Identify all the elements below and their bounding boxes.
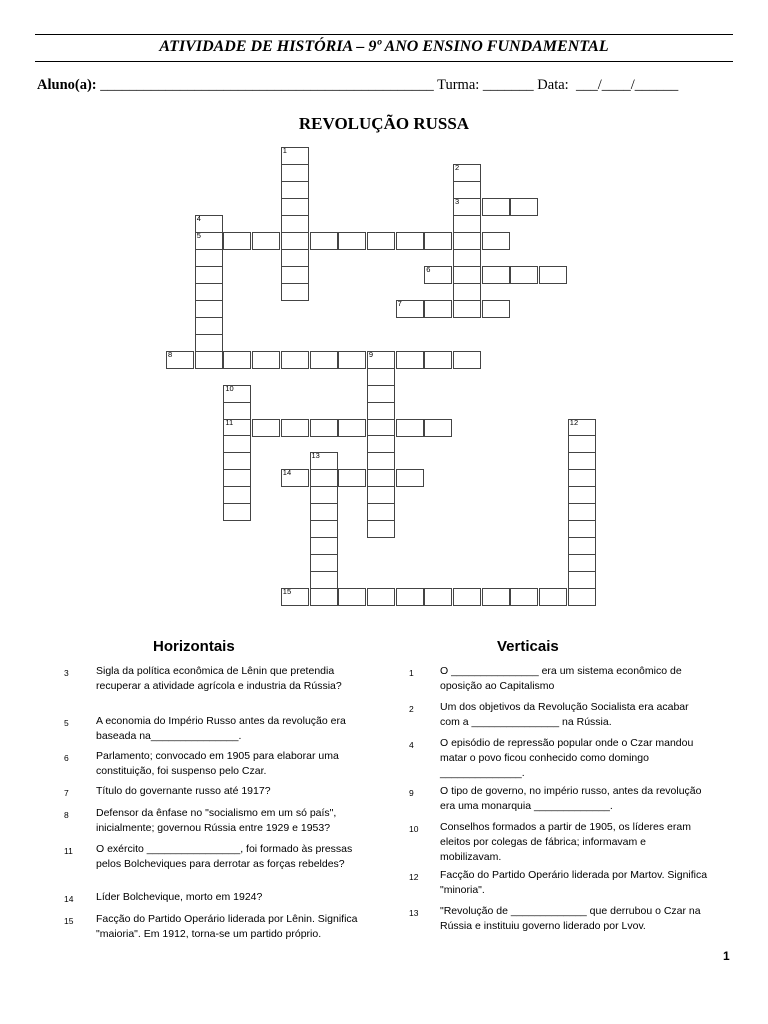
crossword-cell[interactable]	[367, 385, 395, 403]
crossword-cell[interactable]	[281, 588, 309, 606]
class-label: Turma:	[437, 77, 480, 93]
crossword-cell[interactable]	[223, 486, 251, 504]
crossword-cell[interactable]	[510, 198, 538, 216]
clue-number: 12	[409, 872, 419, 882]
crossword-cell[interactable]	[310, 452, 338, 470]
crossword-cell[interactable]	[281, 198, 309, 216]
crossword-cell[interactable]	[367, 486, 395, 504]
crossword-cell[interactable]	[568, 435, 596, 453]
clue-text: O exército ________________, foi formado às pressas pelos Bolcheviques para derrotar as forças rebeldes?	[96, 843, 353, 870]
crossword-cell[interactable]	[223, 232, 251, 250]
crossword-cell[interactable]	[281, 351, 309, 369]
clue-text: Líder Bolchevique, morto em 1924?	[96, 891, 263, 903]
crossword-cell[interactable]	[367, 452, 395, 470]
crossword-cell[interactable]	[453, 164, 481, 182]
crossword-cell[interactable]	[338, 419, 366, 437]
crossword-cell[interactable]	[482, 266, 510, 284]
clue-number: 14	[64, 894, 74, 904]
crossword-cell[interactable]	[195, 283, 223, 301]
crossword-cell[interactable]	[195, 317, 223, 335]
crossword-cell[interactable]	[453, 266, 481, 284]
crossword-cell[interactable]	[367, 402, 395, 420]
clue-number-label: 1	[282, 146, 287, 155]
crossword-cell[interactable]	[281, 469, 309, 487]
date-label: Data:	[537, 77, 569, 93]
crossword-cell[interactable]	[396, 469, 424, 487]
clue-text: Conselhos formados a partir de 1905, os líderes eram eleitos por colegas de fábrica; informavam e mobilizavam.	[440, 821, 691, 863]
crossword-cell[interactable]	[539, 588, 567, 606]
crossword-cell[interactable]	[223, 385, 251, 403]
crossword-cell[interactable]	[510, 266, 538, 284]
crossword-cell[interactable]	[453, 351, 481, 369]
clue-number: 2	[409, 704, 414, 714]
clue-number: 8	[64, 810, 69, 820]
crossword-cell[interactable]	[281, 283, 309, 301]
crossword-cell[interactable]	[453, 232, 481, 250]
clue-text: Título do governante russo até 1917?	[96, 785, 271, 797]
crossword-cell[interactable]	[424, 419, 452, 437]
clue-number-label: 2	[455, 162, 460, 172]
crossword-cell[interactable]	[367, 351, 395, 369]
clue-number: 1	[409, 668, 414, 678]
crossword-cell[interactable]	[568, 588, 596, 606]
crossword-cell[interactable]	[568, 520, 596, 538]
crossword-cell[interactable]	[166, 351, 194, 369]
clue-number-label: 14	[282, 468, 292, 478]
crossword-cell[interactable]	[195, 300, 223, 318]
crossword-cell[interactable]	[568, 419, 596, 437]
horizontal-heading: Horizontais	[153, 638, 235, 655]
clue-text: Facção do Partido Operário liderada por Martov. Significa "minoria".	[440, 869, 708, 896]
crossword-cell[interactable]	[338, 588, 366, 606]
crossword-cell[interactable]	[223, 503, 251, 521]
clue-text: Sigla da política econômica de Lênin que pretendia recuperar a atividade agrícola e industria da Rússia?	[96, 665, 342, 692]
crossword-cell[interactable]	[396, 419, 424, 437]
crossword-cell[interactable]	[252, 351, 280, 369]
clue-text: O _______________ era um sistema econômico de oposição ao Capitalismo	[440, 665, 682, 692]
crossword-cell[interactable]	[310, 419, 338, 437]
crossword-cell[interactable]	[281, 164, 309, 182]
crossword-cell[interactable]	[482, 300, 510, 318]
crossword-cell[interactable]	[338, 351, 366, 369]
crossword-cell[interactable]	[539, 266, 567, 284]
crossword-cell[interactable]	[510, 588, 538, 606]
clue-number: 6	[64, 753, 69, 763]
clue-number-label: 5	[196, 230, 201, 240]
clue-number-label: 10	[225, 383, 234, 393]
crossword-cell[interactable]	[482, 232, 510, 250]
crossword-cell[interactable]	[568, 571, 596, 589]
crossword-cell[interactable]	[281, 181, 309, 199]
crossword-cell[interactable]	[568, 469, 596, 487]
clue-text: Um dos objetivos da Revolução Socialista era acabar com a _______________ na Rússia.	[440, 701, 689, 728]
crossword-cell[interactable]	[453, 588, 481, 606]
clue-number-label: 13	[311, 451, 320, 461]
crossword-cell[interactable]	[223, 402, 251, 420]
clue-number-label: 3	[455, 196, 460, 206]
crossword-cell[interactable]	[223, 351, 251, 369]
crossword-cell[interactable]	[310, 486, 338, 504]
crossword-cell[interactable]	[310, 554, 338, 572]
clue-text: Parlamento; convocado em 1905 para elaborar uma constituição, foi suspenso pelo Czar.	[96, 750, 339, 777]
crossword-cell[interactable]	[396, 300, 424, 318]
crossword-cell[interactable]	[195, 249, 223, 267]
clue-text: "Revolução de _____________ que derrubou o Czar na Rússia e instituiu governo liderado por Lvov.	[440, 905, 701, 932]
crossword-cell[interactable]	[281, 147, 309, 165]
clue-number-label: 4	[196, 213, 201, 223]
crossword-cell[interactable]	[396, 232, 424, 250]
crossword-cell[interactable]	[252, 232, 280, 250]
crossword-cell[interactable]	[568, 503, 596, 521]
crossword-cell[interactable]	[424, 266, 452, 284]
student-label: Aluno(a):	[37, 77, 97, 93]
crossword-cell[interactable]	[367, 435, 395, 453]
crossword-cell[interactable]	[424, 351, 452, 369]
crossword-cell[interactable]	[195, 351, 223, 369]
crossword-cell[interactable]	[367, 469, 395, 487]
clue-number: 11	[64, 846, 73, 856]
crossword-cell[interactable]	[453, 249, 481, 267]
crossword-cell[interactable]	[223, 469, 251, 487]
crossword-cell[interactable]	[568, 537, 596, 555]
clue-number: 9	[409, 788, 414, 798]
crossword-cell[interactable]	[281, 232, 309, 250]
crossword-cell[interactable]	[223, 452, 251, 470]
crossword-cell[interactable]	[568, 452, 596, 470]
clue-number: 7	[64, 788, 69, 798]
crossword-cell[interactable]	[482, 198, 510, 216]
crossword-cell[interactable]	[453, 300, 481, 318]
crossword-cell[interactable]	[367, 368, 395, 386]
clue-number-label: 15	[282, 587, 292, 597]
crossword-cell[interactable]	[252, 419, 280, 437]
crossword-cell[interactable]	[424, 588, 452, 606]
crossword-cell[interactable]	[310, 537, 338, 555]
crossword-cell[interactable]	[223, 435, 251, 453]
crossword-cell[interactable]	[281, 266, 309, 284]
page-title: ATIVIDADE DE HISTÓRIA – 9º ANO ENSINO FUNDAMENTAL	[159, 38, 609, 55]
date-field[interactable]: ___/____/______	[575, 77, 679, 93]
crossword-cell[interactable]	[367, 503, 395, 521]
clue-text: O episódio de repressão popular onde o Czar mandou matar o povo ficou conhecido como domingo ______________.	[440, 737, 694, 779]
crossword-cell[interactable]	[195, 334, 223, 352]
clue-text: Facção do Partido Operário liderada por Lênin. Significa "maioria". Em 1912, torna-se um partido próprio.	[96, 913, 358, 940]
vertical-heading: Verticais	[497, 638, 559, 655]
clue-number: 3	[64, 668, 69, 678]
crossword-cell[interactable]	[424, 232, 452, 250]
crossword-cell[interactable]	[453, 215, 481, 233]
crossword-cell[interactable]	[396, 351, 424, 369]
crossword-cell[interactable]	[310, 571, 338, 589]
clue-number-label: 7	[397, 298, 402, 308]
crossword-cell[interactable]	[223, 419, 251, 437]
crossword-cell[interactable]	[453, 283, 481, 301]
clue-number: 5	[64, 718, 69, 728]
crossword-cell[interactable]	[310, 503, 338, 521]
crossword-cell[interactable]	[367, 419, 395, 437]
crossword-title: REVOLUÇÃO RUSSA	[298, 114, 470, 133]
crossword-cell[interactable]	[338, 232, 366, 250]
crossword-cell[interactable]	[310, 469, 338, 487]
crossword-cell[interactable]	[281, 215, 309, 233]
clue-number: 10	[409, 824, 419, 834]
crossword-cell[interactable]	[195, 266, 223, 284]
crossword-cell[interactable]	[568, 554, 596, 572]
crossword-cell[interactable]	[310, 351, 338, 369]
crossword-cell[interactable]	[310, 232, 338, 250]
crossword-cell[interactable]	[396, 588, 424, 606]
clue-text: O tipo de governo, no império russo, antes da revolução era uma monarquia _____________.	[440, 785, 702, 812]
crossword-cell[interactable]	[367, 520, 395, 538]
crossword-cell[interactable]	[367, 588, 395, 606]
class-field[interactable]: _______	[482, 77, 534, 93]
student-name-field[interactable]: ______________________________________________	[100, 77, 434, 93]
crossword-cell[interactable]	[482, 588, 510, 606]
clue-text: Defensor da ênfase no "socialismo em um só país", inicialmente; governou Rússia entre 1929 e 1953?	[96, 807, 337, 834]
crossword-cell[interactable]	[310, 588, 338, 606]
page-number: 1	[723, 949, 730, 963]
crossword-cell[interactable]	[367, 232, 395, 250]
clue-text: A economia do Império Russo antes da revolução era baseada na_______________.	[96, 715, 346, 742]
crossword-cell[interactable]	[338, 469, 366, 487]
crossword-cell[interactable]	[310, 520, 338, 538]
clue-number: 4	[409, 740, 414, 750]
clue-number-label: 6	[426, 264, 431, 274]
clue-number-label: 8	[168, 349, 173, 359]
crossword-cell[interactable]	[281, 419, 309, 437]
clue-number: 15	[64, 916, 74, 926]
crossword-cell[interactable]	[453, 198, 481, 216]
clue-number-label: 9	[368, 349, 374, 359]
crossword-cell[interactable]	[568, 486, 596, 504]
crossword-cell[interactable]	[424, 300, 452, 318]
clue-number-label: 11	[225, 417, 234, 427]
crossword-cell[interactable]	[281, 249, 309, 267]
crossword-cell[interactable]	[195, 232, 223, 250]
clue-number: 13	[409, 908, 419, 918]
clue-number-label: 12	[569, 417, 579, 427]
